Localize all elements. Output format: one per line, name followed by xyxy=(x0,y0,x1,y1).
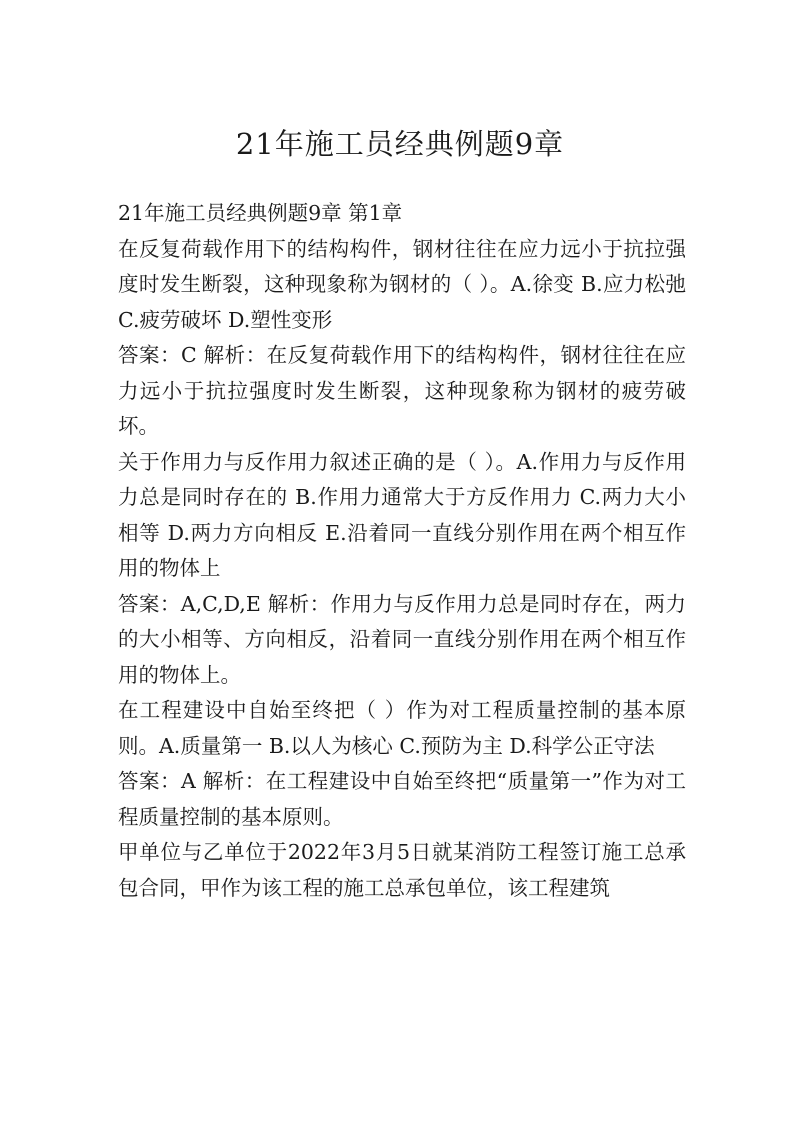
answer-paragraph: 答案：A 解析：在工程建设中自始至终把“质量第一”作为对工程质量控制的基本原则。 xyxy=(118,769,686,829)
chapter-heading: 21年施工员经典例题9章 第1章 xyxy=(118,201,403,225)
answer-paragraph: 答案：A,C,D,E 解析：作用力与反作用力总是同时存在，两力的大小相等、方向相反，沿着同一直线分别作用在两个相互作用的物体上。 xyxy=(118,591,686,687)
question-paragraph: 在工程建设中自始至终把（ ）作为对工程质量控制的基本原则。A.质量第一 B.以人为核心 C.预防为主 D.科学公正守法 xyxy=(118,698,686,758)
question-paragraph: 在反复荷载作用下的结构构件，钢材往往在应力远小于抗拉强度时发生断裂，这种现象称为钢材的（ ）。A.徐变 B.应力松弛 C.疲劳破坏 D.塑性变形 xyxy=(118,236,686,332)
document-title: 21年施工员经典例题9章 xyxy=(235,127,565,161)
answer-paragraph: 答案：C 解析：在反复荷载作用下的结构构件，钢材往往在应力远小于抗拉强度时发生断裂，这种现象称为钢材的疲劳破坏。 xyxy=(118,343,686,438)
question-paragraph: 甲单位与乙单位于2022年3月5日就某消防工程签订施工总承包合同，甲作为该工程的施工总承包单位，该工程建筑 xyxy=(118,840,686,900)
document-body xyxy=(118,196,686,906)
question-paragraph: 关于作用力与反作用力叙述正确的是（ ）。A.作用力与反作用力总是同时存在的 B.作用力通常大于方反作用力 C.两力大小相等 D.两力方向相反 E.沿着同一直线分别作用在两个相互作用的物体上 xyxy=(118,449,686,580)
